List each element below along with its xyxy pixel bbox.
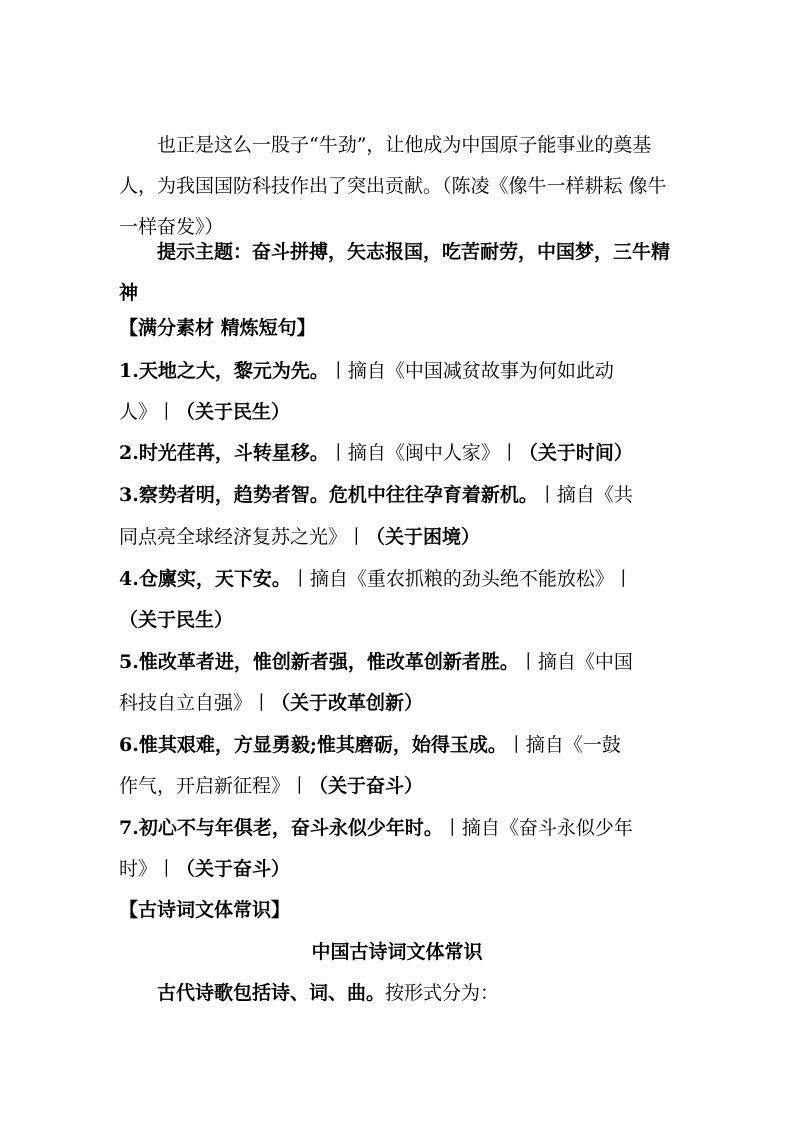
quote-5-text: 5.惟改革者进，惟创新者强，惟改革创新者胜。 bbox=[119, 651, 519, 673]
quote-3-source: 丨摘自《共 bbox=[537, 484, 633, 506]
quote-7-text: 7.初心不与年俱老，奋斗永似少年时。 bbox=[119, 817, 443, 839]
intro-text: 也正是这么一股子“牛劲”，让他成为中国原子能事业的奠基人，为我国国防科技作出了突出贡献。（陈凌《像牛一样耕耘 像牛一样奋发》） bbox=[119, 134, 667, 238]
quote-7-topic: （关于奋斗） bbox=[176, 858, 291, 880]
quote-1-text: 1.天地之大，黎元为先。 bbox=[119, 360, 329, 382]
theme-text: 奋斗拼搏，矢志报国，吃苦耐劳，中国梦，三牛精神 bbox=[119, 241, 671, 304]
quote-3-topic: （关于困境） bbox=[366, 526, 481, 548]
quote-7-line-2 bbox=[119, 854, 689, 881]
quote-4-topic: （关于民生） bbox=[119, 609, 234, 631]
quote-7-source-cont: 时》丨 bbox=[119, 858, 177, 880]
quote-6-line-2 bbox=[119, 771, 689, 798]
quote-7-line-1 bbox=[119, 813, 689, 840]
quote-2-text: 2.时光荏苒，斗转星移。 bbox=[119, 442, 329, 464]
quote-2-line-1 bbox=[119, 438, 689, 465]
quote-4-line-2 bbox=[119, 605, 689, 632]
quote-3-source-cont: 同点亮全球经济复苏之光》丨 bbox=[119, 526, 367, 548]
theme-label: 提示主题： bbox=[157, 241, 253, 263]
quote-5-line-2 bbox=[119, 688, 689, 715]
quote-1-source: 丨摘自《中国减贫故事为何如此动 bbox=[328, 360, 614, 382]
quote-1-topic: （关于民生） bbox=[176, 401, 291, 423]
quote-1-line-2 bbox=[119, 397, 689, 424]
quote-1-line-1 bbox=[119, 356, 689, 383]
quote-6-line-1 bbox=[119, 730, 689, 757]
quote-6-source-cont: 作气，开启新征程》丨 bbox=[119, 775, 310, 797]
quote-2-topic: （关于时间） bbox=[518, 442, 633, 464]
section-heading-poetry: 【古诗词文体常识】 bbox=[119, 899, 291, 921]
quote-3-line-1 bbox=[119, 480, 689, 507]
article-intro bbox=[157, 978, 727, 1005]
quote-5-line-1 bbox=[119, 647, 689, 674]
quote-7-source: 丨摘自《奋斗永似少年 bbox=[442, 817, 633, 839]
quote-5-topic: （关于改革创新） bbox=[271, 692, 424, 714]
quote-1-source-cont: 人》丨 bbox=[119, 401, 177, 423]
article-title: 中国古诗词文体常识 bbox=[311, 941, 483, 963]
theme-paragraph bbox=[119, 232, 679, 314]
article-intro-normal: 按形式分为： bbox=[385, 982, 500, 1004]
quote-6-topic: （关于奋斗） bbox=[309, 775, 424, 797]
quote-2-source: 丨摘自《闽中人家》丨 bbox=[328, 442, 519, 464]
quote-4-line-1 bbox=[119, 564, 689, 591]
section-heading-materials: 【满分素材 精炼短句】 bbox=[119, 317, 316, 339]
quote-6-text: 6.惟其艰难，方显勇毅;惟其磨砺，始得玉成。 bbox=[119, 734, 507, 756]
quote-4-text: 4.仓廪实，天下安。 bbox=[119, 568, 291, 590]
quote-6-source: 丨摘自《一鼓 bbox=[506, 734, 621, 756]
quote-5-source-cont: 科技自立自强》丨 bbox=[119, 692, 272, 714]
article-intro-bold: 古代诗歌包括诗、词、曲。 bbox=[157, 982, 386, 1004]
intro-paragraph bbox=[119, 125, 679, 248]
quote-3-line-2 bbox=[119, 522, 689, 549]
quote-5-source: 丨摘自《中国 bbox=[518, 651, 633, 673]
quote-4-source: 丨摘自《重农抓粮的劲头绝不能放松》丨 bbox=[290, 568, 633, 590]
quote-3-text: 3.察势者明，趋势者智。危机中往往孕育着新机。 bbox=[119, 484, 538, 506]
